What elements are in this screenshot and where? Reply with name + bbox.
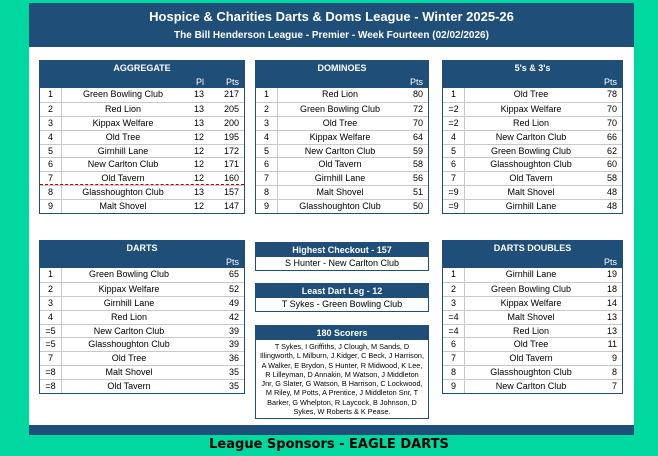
row-position: 4 — [256, 131, 278, 144]
row-points: 217 — [223, 89, 239, 99]
darts-doubles-rows — [443, 268, 622, 393]
fives-threes-rows — [443, 88, 622, 213]
table-row — [443, 185, 622, 199]
table-row — [256, 157, 428, 171]
darts-header — [40, 256, 244, 268]
darts-table — [39, 240, 245, 394]
darts-doubles-table — [442, 240, 623, 394]
row-position: =5 — [40, 325, 62, 338]
darts-doubles-title: DARTS DOUBLES — [443, 241, 622, 256]
row-position: 3 — [40, 297, 62, 310]
row-position: 2 — [40, 283, 62, 296]
darts-title: DARTS — [40, 241, 244, 256]
row-team: Girnhill Lane — [314, 173, 366, 184]
row-position: 8 — [40, 186, 62, 199]
col-pts-header: Pts — [603, 77, 617, 87]
row-position: 3 — [256, 117, 278, 130]
row-position: =2 — [443, 117, 465, 130]
table-row — [40, 144, 244, 158]
table-row — [256, 171, 428, 185]
aggregate-header — [40, 76, 244, 88]
row-played: 13 — [193, 187, 204, 198]
table-row — [40, 379, 244, 393]
table-row — [443, 324, 622, 338]
table-row — [443, 199, 622, 213]
row-points: 19 — [606, 269, 617, 279]
row-points: 65 — [228, 269, 239, 279]
header-banner — [29, 3, 634, 47]
row-position: =2 — [443, 103, 465, 116]
table-row — [256, 102, 428, 116]
row-points: 48 — [606, 187, 617, 198]
row-points: 60 — [606, 159, 617, 170]
row-position: =9 — [443, 186, 465, 199]
row-points: 62 — [606, 145, 617, 156]
table-row — [40, 310, 244, 324]
row-points: 70 — [606, 103, 617, 114]
table-row — [40, 296, 244, 310]
row-points: 13 — [606, 311, 617, 322]
row-points: 52 — [228, 283, 239, 294]
row-points: 49 — [228, 297, 239, 308]
row-position: 4 — [40, 131, 62, 144]
table-row — [443, 88, 622, 102]
table-row — [256, 144, 428, 158]
table-row — [256, 199, 428, 213]
table-row — [443, 102, 622, 116]
table-row — [40, 282, 244, 296]
row-position: 9 — [443, 380, 465, 393]
row-team: Old Tavern — [509, 353, 553, 364]
row-team: Glasshoughton Club — [82, 187, 164, 198]
row-position: 5 — [443, 145, 465, 158]
dominoes-title: DOMINOES — [256, 61, 428, 76]
table-row — [443, 365, 622, 379]
row-team: Girnhill Lane — [97, 145, 149, 156]
row-position: 8 — [443, 366, 465, 379]
row-played: 13 — [193, 117, 204, 128]
row-points: 39 — [228, 339, 239, 350]
row-points: 78 — [606, 89, 617, 99]
row-team: Old Tavern — [318, 159, 362, 170]
col-pts-header: Pts — [225, 77, 239, 87]
row-team: Red Lion — [512, 325, 550, 336]
table-row — [443, 351, 622, 365]
least-dart-leg-title: Least Dart Leg - 12 — [256, 284, 428, 298]
row-points: 205 — [223, 103, 239, 114]
row-points: 72 — [412, 103, 423, 114]
row-team: Red Lion — [110, 311, 148, 322]
fives-threes-header — [443, 76, 622, 88]
least-dart-leg-box — [255, 283, 429, 312]
row-team: New Carlton Club — [304, 145, 376, 156]
table-row — [443, 268, 622, 282]
fives-threes-title: 5's & 3's — [443, 61, 622, 76]
row-points: 171 — [223, 159, 239, 170]
highest-checkout-box — [255, 242, 429, 271]
league-sheet — [29, 3, 634, 435]
row-team: Girnhill Lane — [505, 201, 557, 212]
table-row — [443, 116, 622, 130]
row-position: 2 — [443, 283, 465, 296]
table-row — [40, 185, 244, 199]
darts-rows — [40, 268, 244, 393]
row-team: Kippax Welfare — [92, 117, 154, 128]
col-pts-header: Pts — [409, 77, 423, 87]
table-row — [443, 171, 622, 185]
table-row — [40, 130, 244, 144]
row-team: Old Tree — [111, 353, 147, 364]
table-row — [256, 116, 428, 130]
footer-bar — [29, 425, 634, 435]
row-points: 157 — [223, 187, 239, 198]
row-position: 5 — [256, 145, 278, 158]
row-team: Malt Shovel — [99, 201, 147, 212]
aggregate-title: AGGREGATE — [40, 61, 244, 76]
row-position: 6 — [40, 158, 62, 171]
row-team: Old Tavern — [107, 381, 151, 392]
table-row — [40, 365, 244, 379]
table-row — [40, 157, 244, 171]
row-position: =8 — [40, 366, 62, 379]
table-row — [443, 337, 622, 351]
row-points: 42 — [228, 311, 239, 322]
row-points: 13 — [606, 325, 617, 336]
table-row — [256, 185, 428, 199]
table-row — [40, 171, 244, 185]
row-team: Green Bowling Club — [88, 269, 170, 279]
row-points: 66 — [606, 131, 617, 142]
row-position: 4 — [443, 131, 465, 144]
page-subtitle: The Bill Henderson League - Premier - Week Fourteen (02/02/2026) — [174, 30, 489, 41]
col-pts-header: Pts — [603, 257, 617, 267]
darts-doubles-header — [443, 256, 622, 268]
row-team: Old Tree — [322, 117, 358, 128]
row-position: 1 — [40, 268, 62, 282]
row-position: 1 — [256, 88, 278, 102]
row-position: 3 — [40, 117, 62, 130]
row-team: Kippax Welfare — [500, 297, 562, 308]
row-points: 51 — [412, 187, 423, 198]
table-row — [40, 351, 244, 365]
col-pts-header: Pts — [225, 257, 239, 267]
row-position: 1 — [40, 88, 62, 102]
row-points: 8 — [611, 367, 617, 378]
table-row — [256, 130, 428, 144]
row-position: 1 — [443, 88, 465, 102]
table-row — [443, 296, 622, 310]
row-team: Green Bowling Club — [82, 89, 164, 99]
row-team: Girnhill Lane — [505, 269, 557, 279]
table-row — [443, 157, 622, 171]
row-team: Green Bowling Club — [299, 103, 381, 114]
row-team: Old Tavern — [509, 173, 553, 184]
row-team: Kippax Welfare — [98, 283, 160, 294]
aggregate-table — [39, 60, 245, 214]
row-points: 200 — [223, 117, 239, 128]
row-played: 12 — [193, 201, 204, 212]
row-position: 5 — [40, 145, 62, 158]
row-points: 50 — [412, 201, 423, 212]
least-dart-leg-text: T Sykes - Green Bowling Club — [281, 299, 403, 309]
row-team: Kippax Welfare — [309, 131, 371, 142]
row-team: Malt Shovel — [507, 311, 555, 322]
row-position: 4 — [40, 311, 62, 324]
row-points: 80 — [412, 89, 423, 99]
scorers-180-list: T Sykes, I Griffiths, J Clough, M Sands, D Illingworth, L Milburn, J Kidger, C Beck, J Harrison, A Walker, E Brydon, S Hunter, R Midwood, K Lee, R Lilleyman, D Annakin, M Watson, J Middleton Jnr, G Slater, G Watson, B Harrison, C Lockwood, M Riley, M Potts, A Prentice, J Middleton Snr, T Barker, G Whelpton, R Laycock, B Johnson, D Sykes, W Roberts & K Pease. — [260, 342, 424, 417]
row-team: Old Tree — [105, 131, 141, 142]
row-position: 7 — [40, 172, 62, 184]
row-points: 70 — [412, 117, 423, 128]
row-team: Glasshoughton Club — [490, 367, 572, 378]
row-points: 35 — [228, 367, 239, 378]
row-team: Old Tree — [513, 339, 549, 350]
table-row — [40, 199, 244, 213]
table-row — [256, 88, 428, 102]
table-row — [40, 88, 244, 102]
row-team: Malt Shovel — [507, 187, 555, 198]
row-position: =5 — [40, 338, 62, 351]
row-team: Kippax Welfare — [500, 103, 562, 114]
row-points: 14 — [606, 297, 617, 308]
row-position: 7 — [256, 172, 278, 185]
row-team: Old Tree — [513, 89, 549, 99]
row-points: 39 — [228, 325, 239, 336]
row-points: 7 — [611, 381, 617, 392]
highest-checkout-text: S Hunter - New Carlton Club — [284, 258, 400, 268]
row-team: Old Tavern — [101, 173, 145, 184]
highest-checkout-title: Highest Checkout - 157 — [256, 243, 428, 257]
row-team: Malt Shovel — [316, 187, 364, 198]
table-row — [40, 268, 244, 282]
col-pl-header: Pl — [195, 77, 204, 87]
row-points: 195 — [223, 131, 239, 142]
row-points: 58 — [412, 159, 423, 170]
table-row — [443, 130, 622, 144]
page-title: Hospice & Charities Darts & Doms League - Winter 2025-26 — [149, 9, 514, 24]
row-points: 11 — [607, 339, 617, 350]
row-position: 6 — [256, 158, 278, 171]
row-team: Malt Shovel — [105, 367, 153, 378]
dominoes-rows — [256, 88, 428, 213]
row-team: Glasshoughton Club — [299, 201, 381, 212]
row-position: 9 — [40, 200, 62, 213]
row-position: 3 — [443, 297, 465, 310]
row-position: =4 — [443, 311, 465, 324]
row-team: Red Lion — [512, 117, 550, 128]
scorers-180-box — [255, 325, 429, 419]
row-points: 147 — [223, 201, 239, 212]
row-points: 18 — [606, 283, 617, 294]
row-team: New Carlton Club — [93, 325, 165, 336]
row-team: Green Bowling Club — [490, 283, 572, 294]
table-row — [443, 144, 622, 158]
row-position: 1 — [443, 268, 465, 282]
row-team: New Carlton Club — [87, 159, 159, 170]
row-position: 7 — [443, 172, 465, 185]
row-points: 70 — [606, 117, 617, 128]
row-team: Red Lion — [104, 103, 142, 114]
row-team: Girnhill Lane — [103, 297, 155, 308]
sponsor-text: League Sponsors - EAGLE DARTS — [209, 437, 449, 452]
row-position: 9 — [256, 200, 278, 213]
row-played: 12 — [193, 159, 204, 170]
table-row — [40, 116, 244, 130]
row-team: New Carlton Club — [495, 381, 567, 392]
dominoes-table — [255, 60, 429, 214]
row-team: New Carlton Club — [495, 131, 567, 142]
row-points: 35 — [228, 381, 239, 392]
row-points: 58 — [606, 173, 617, 184]
row-position: 6 — [443, 338, 465, 351]
row-position: =9 — [443, 200, 465, 213]
table-row — [40, 337, 244, 351]
table-row — [40, 324, 244, 338]
row-team: Green Bowling Club — [490, 145, 572, 156]
row-played: 12 — [193, 145, 204, 156]
row-played: 13 — [193, 103, 204, 114]
row-points: 48 — [606, 201, 617, 212]
row-points: 160 — [223, 173, 239, 184]
row-team: Glasshoughton Club — [88, 339, 170, 350]
row-points: 172 — [223, 145, 239, 156]
row-position: 8 — [256, 186, 278, 199]
row-position: 7 — [443, 352, 465, 365]
row-position: 2 — [256, 103, 278, 116]
row-points: 59 — [412, 145, 423, 156]
table-row — [443, 282, 622, 296]
row-points: 56 — [412, 173, 423, 184]
table-row — [40, 102, 244, 116]
row-position: 6 — [443, 158, 465, 171]
table-row — [443, 379, 622, 393]
fives-threes-table — [442, 60, 623, 214]
row-played: 12 — [193, 173, 204, 184]
row-played: 13 — [193, 89, 204, 99]
row-position: =4 — [443, 325, 465, 338]
dominoes-header — [256, 76, 428, 88]
row-points: 36 — [228, 353, 239, 364]
row-points: 9 — [611, 353, 617, 364]
row-position: 2 — [40, 103, 62, 116]
table-row — [443, 310, 622, 324]
row-points: 64 — [412, 131, 423, 142]
row-team: Red Lion — [321, 89, 359, 99]
row-played: 12 — [193, 131, 204, 142]
row-position: 7 — [40, 352, 62, 365]
row-position: =8 — [40, 380, 62, 393]
aggregate-rows — [40, 88, 244, 213]
scorers-180-title: 180 Scorers — [256, 326, 428, 340]
row-team: Glasshoughton Club — [490, 159, 572, 170]
